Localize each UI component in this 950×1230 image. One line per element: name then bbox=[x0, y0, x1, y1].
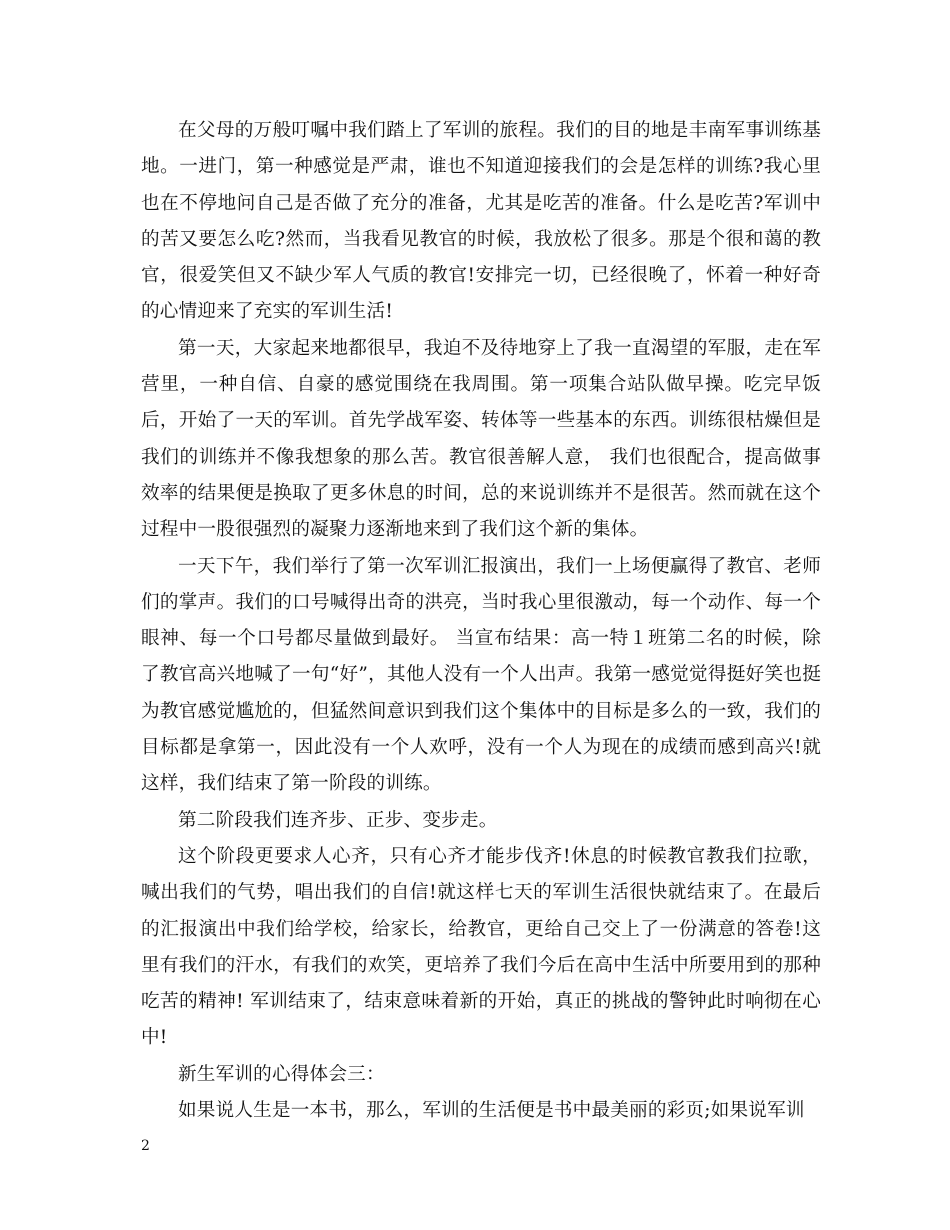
paragraph: 如果说人生是一本书，那么，军训的生活便是书中最美丽的彩页;如果说军训 bbox=[178, 1100, 805, 1122]
paragraph: 第二阶段我们连齐步、正步、变步走。 bbox=[178, 809, 498, 831]
paragraph: 在父母的万般叮嘱中我们踏上了军训的旅程。我们的目的地是丰南军事训练基地。一进门，第一种感觉是严肃，谁也不知道迎接我们的会是怎样的训练?我心里也在不停地问自己是否做了充分的准备，尤其是吃苦的准备。什么是吃苦?军训中的苦又要怎么吃?然而，当我看见教官的时候，我放松了很多。那是个很和蔼的教官，很爱笑但又不缺少军人气质的教官!安排完一切，已经很晚了，怀着一种好奇的心情迎来了充实的军训生活! bbox=[141, 120, 821, 323]
paragraph: 一天下午，我们举行了第一次军训汇报演出，我们一上场便赢得了教官、老师们的掌声。我们的口号喊得出奇的洪亮，当时我心里很激动，每一个动作、每一个眼神、每一个口号都尽量做到最好。 当宣布结果：高一特１班第二名的时候，除了教官高兴地喊了一句“好”，其他人没有一个人出声。我第一感觉觉得挺好笑也挺为教官感觉尴尬的，但猛然间意识到我们这个集体中的目标是多么的一致，我们的目标都是拿第一，因此没有一个人欢呼，没有一个人为现在的成绩而感到高兴!就这样，我们结束了第一阶段的训练。 bbox=[141, 555, 821, 795]
paragraph: 第一天，大家起来地都很早，我迫不及待地穿上了我一直渴望的军服，走在军营里，一种自信、自豪的感觉围绕在我周围。第一项集合站队做早操。吃完早饭后，开始了一天的军训。首先学战军姿、转体等一些基本的东西。训练很枯燥但是我们的训练并不像我想象的那么苦。教官很善解人意， 我们也很配合，提高做事效率的结果便是换取了更多休息的时间，总的来说训练并不是很苦。然而就在这个过程中一股很强烈的凝聚力逐渐地来到了我们这个新的集体。 bbox=[141, 337, 821, 541]
body-text bbox=[141, 113, 821, 1129]
paragraph: 新生军训的心得体会三： bbox=[178, 1063, 385, 1085]
page-number: 2 bbox=[141, 1138, 150, 1154]
paragraph: 这个阶段更要求人心齐，只有心齐才能步伐齐!休息的时候教官教我们拉歌，喊出我们的气势，唱出我们的自信!就这样七天的军训生活很快就结束了。在最后的汇报演出中我们给学校，给家长，给教官，更给自己交上了一份满意的答卷!这里有我们的汗水，有我们的欢笑，更培养了我们今后在高中生活中所要用到的那种吃苦的精神! 军训结束了，结束意味着新的开始，真正的挑战的警钟此时响彻在心中! bbox=[141, 845, 821, 1049]
